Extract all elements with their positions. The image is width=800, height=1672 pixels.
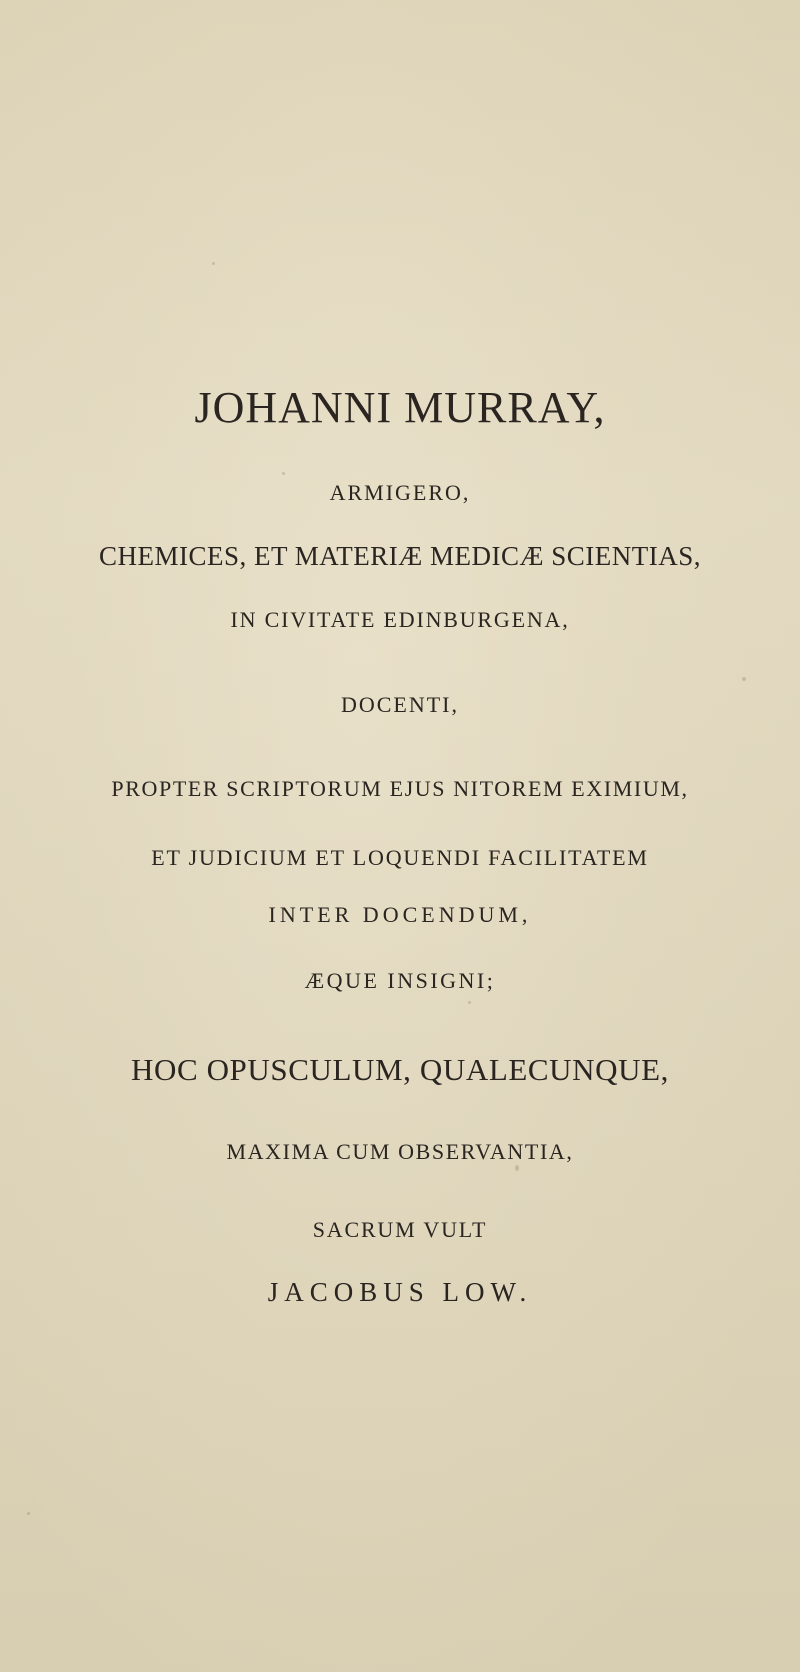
verb-line: SACRUM VULT xyxy=(312,1217,488,1242)
reason-line-3: INTER DOCENDUM, xyxy=(268,902,532,927)
author-signature: JACOBUS LOW. xyxy=(267,1277,533,1307)
paper-speck xyxy=(515,1165,519,1171)
reason-line-4: ÆQUE INSIGNI; xyxy=(304,968,496,993)
offering-line: HOC OPUSCULUM, QUALECUNQUE, xyxy=(130,1052,670,1087)
reason-line-1: PROPTER SCRIPTORUM EJUS NITOREM EXIMIUM, xyxy=(111,776,689,801)
paper-speck xyxy=(27,1512,30,1515)
paper-speck xyxy=(282,472,285,475)
dedicatee-title: ARMIGERO, xyxy=(329,480,471,505)
manner-line: MAXIMA CUM OBSERVANTIA, xyxy=(226,1139,574,1164)
paper-speck xyxy=(742,677,746,681)
dedicatee-subjects: CHEMICES, ET MATERIÆ MEDICÆ SCIENTIAS, xyxy=(98,541,702,571)
dedicatee-place: IN CIVITATE EDINBURGENA, xyxy=(230,607,570,632)
dedicatee-name: JOHANNI MURRAY, xyxy=(194,383,606,432)
dedicatee-role: DOCENTI, xyxy=(340,692,460,717)
paper-speck xyxy=(212,262,215,265)
paper-speck xyxy=(468,1001,471,1004)
reason-line-2: ET JUDICIUM ET LOQUENDI FACILITATEM xyxy=(151,845,649,870)
